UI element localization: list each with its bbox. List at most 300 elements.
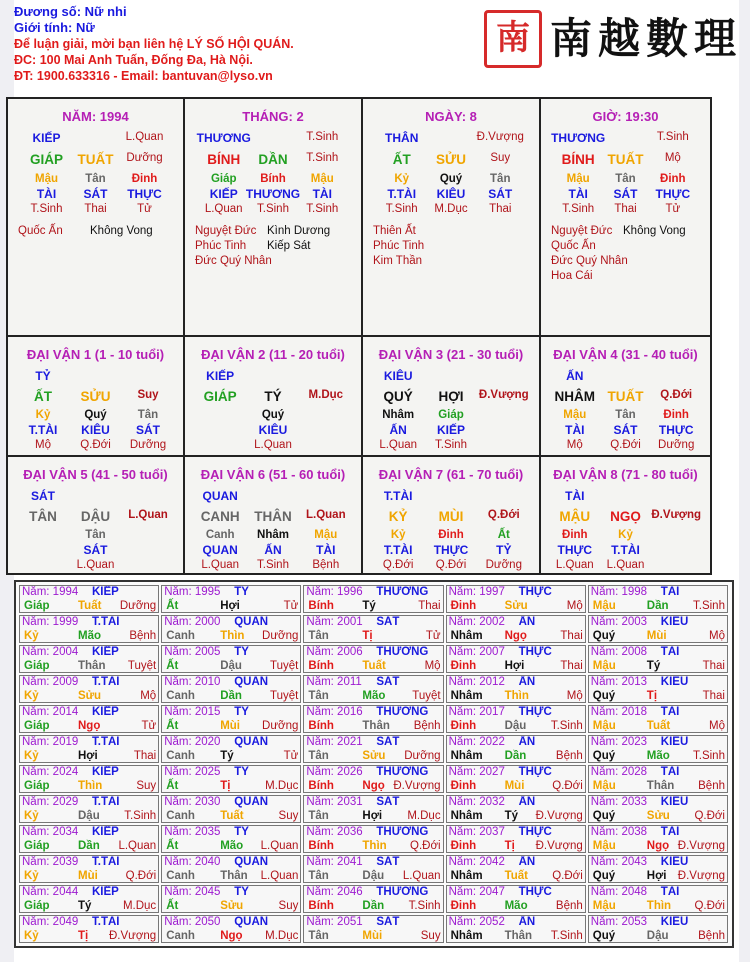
year-stage: M.Dục: [122, 900, 157, 912]
year-stem: Mậu: [592, 720, 616, 732]
dai-van-star-row: [8, 369, 183, 385]
gioi-tinh: Giới tính: Nữ: [14, 20, 95, 35]
year-line-1: [164, 766, 298, 780]
year-cell: [19, 795, 159, 823]
year-label: Năm: 2031: [306, 796, 363, 808]
hidden-stem: Kỷ: [35, 409, 51, 421]
dai-van-title: ĐẠI VẬN 4 (31 - 40 tuổi): [553, 347, 698, 362]
year-cell: [161, 615, 301, 643]
year-label: Năm: 2013: [590, 676, 648, 688]
year-line-2: [22, 720, 156, 733]
year-label: Năm: 2048: [590, 886, 648, 898]
year-label: Năm: 2004: [22, 646, 79, 658]
hidden-stem: Đinh: [438, 529, 464, 541]
year-stage: Đ.Vượng: [108, 930, 157, 942]
hidden-stage: L.Quan: [379, 439, 418, 451]
year-label: Năm: 2050: [164, 916, 221, 928]
year-label: Năm: 2038: [590, 826, 648, 838]
year-line-1: [591, 886, 725, 900]
year-cell: [303, 645, 443, 673]
hidden-stem: Tân: [85, 173, 106, 185]
hidden-star: THỰC: [655, 187, 691, 201]
year-label: Năm: 1998: [590, 586, 648, 598]
dai-van-cell: [363, 457, 541, 575]
hidden-stages-row: [363, 203, 539, 219]
year-label: Năm: 2040: [164, 856, 221, 868]
hidden-stem: Quý: [439, 173, 463, 185]
year-line-2: [306, 750, 440, 763]
year-branch: Thân: [504, 930, 533, 942]
hidden-stage: Mộ: [35, 439, 51, 451]
year-cell: [303, 855, 443, 883]
hidden-stem: Đinh: [131, 173, 158, 185]
dai-van-stem: TÂN: [29, 509, 57, 524]
year-stage: Tuyệt: [127, 660, 157, 672]
year-label: Năm: 2009: [22, 676, 79, 688]
year-line-1: [306, 646, 440, 660]
special-star: Kình Dương: [267, 225, 331, 237]
year-stage: L.Quan: [260, 870, 299, 882]
year-label: Năm: 2051: [306, 916, 363, 928]
dai-van-stem: KỶ: [388, 509, 408, 524]
dai-van-branch: HỢI: [438, 389, 464, 404]
year-stage: Q.Đới: [694, 900, 725, 912]
pillar-star-right: T.Sinh: [656, 131, 689, 143]
special-star: Không Vong: [90, 225, 153, 237]
year-line-2: [22, 870, 156, 883]
year-label: Năm: 2028: [590, 766, 648, 778]
year-branch: Dậu: [220, 660, 242, 672]
year-cell: [588, 585, 728, 613]
year-cell: [303, 735, 443, 763]
year-stem: Canh: [166, 810, 195, 822]
year-branch: Tị: [504, 840, 515, 852]
hidden-star: TÀI: [565, 423, 585, 437]
hidden-stem: Quý: [84, 409, 107, 421]
year-label: Năm: 1994: [22, 586, 79, 598]
special-star: Đức Quý Nhân: [551, 255, 628, 267]
year-stage: T.Sinh: [408, 900, 441, 912]
year-cell: [588, 735, 728, 763]
year-star: KIẾP: [92, 586, 119, 598]
year-stem: Canh: [166, 630, 195, 642]
pillar-branch: SỬU: [436, 152, 466, 167]
year-line-2: [164, 810, 298, 823]
year-stem: Nhâm: [450, 870, 483, 882]
year-label: Năm: 2053: [590, 916, 648, 928]
hidden-star: SÁT: [83, 187, 108, 201]
hidden-stage: Tử: [665, 203, 681, 215]
hidden-stars-row: [541, 187, 710, 203]
year-stem: Giáp: [24, 900, 50, 912]
year-stem: Kỷ: [24, 630, 39, 642]
year-stem: Giáp: [24, 780, 50, 792]
year-branch: Mão: [646, 750, 670, 762]
hidden-stars-row: [8, 423, 183, 439]
pillar-title: THÁNG: 2: [242, 109, 304, 124]
year-label: Năm: 2025: [164, 766, 221, 778]
special-star: Không Vong: [623, 225, 686, 237]
year-line-1: [306, 676, 440, 690]
dai-van-stage: Suy: [137, 389, 159, 401]
year-cell: [161, 675, 301, 703]
hidden-star: THỰC: [557, 543, 593, 557]
hidden-star: KIẾP: [436, 423, 465, 437]
header-info: [14, 4, 514, 84]
pillar-star-left: THƯƠNG: [196, 131, 251, 145]
year-line-1: [449, 886, 583, 900]
hidden-stem: Mậu: [314, 529, 338, 541]
hidden-stage: T.Sinh: [306, 203, 339, 215]
year-cell: [161, 735, 301, 763]
hidden-stage: T.Sinh: [435, 439, 467, 451]
pillar-cell: [8, 99, 185, 337]
year-stage: Bệnh: [555, 900, 583, 912]
year-cell: [303, 615, 443, 643]
year-line-1: [22, 616, 156, 630]
year-stem: Đinh: [450, 780, 477, 792]
dai-van-stem-row: [185, 389, 361, 405]
year-cell: [446, 885, 586, 913]
year-cell: [446, 615, 586, 643]
year-stage: Đ.Vượng: [677, 840, 725, 852]
hidden-stages-row: [185, 559, 361, 575]
year-label: Năm: 2044: [22, 886, 79, 898]
year-cell: [19, 585, 159, 613]
year-branch: Tị: [220, 780, 231, 792]
hidden-stem: Mậu: [35, 173, 58, 185]
special-star: Hoa Cái: [551, 270, 593, 282]
year-line-1: [449, 766, 583, 780]
year-line-2: [449, 870, 583, 883]
hidden-star: TÀI: [316, 543, 336, 557]
year-cell: [303, 765, 443, 793]
hidden-star: TÀI: [312, 187, 332, 201]
pillars-grid: [6, 97, 712, 575]
hidden-stem: Bính: [260, 173, 286, 185]
year-line-2: [449, 750, 583, 763]
year-branch: Dần: [220, 690, 242, 702]
hidden-star: ẤN: [389, 423, 407, 437]
year-stem: Đinh: [450, 600, 477, 612]
year-line-2: [449, 930, 583, 943]
year-stage: T.Sinh: [693, 750, 725, 762]
year-line-1: [306, 886, 440, 900]
year-stage: Đ.Vượng: [535, 810, 583, 822]
dai-van-stage: Q.Đới: [660, 389, 693, 401]
year-line-1: [449, 916, 583, 930]
year-stage: Dưỡng: [262, 630, 299, 642]
year-stem: Đinh: [450, 900, 477, 912]
hidden-star: THỰC: [658, 423, 694, 437]
year-star: T.TÀI: [92, 916, 120, 928]
year-line-2: [306, 600, 440, 613]
year-stem: Tân: [308, 870, 329, 882]
year-stem: Ất: [166, 720, 179, 732]
hidden-star: THỰC: [433, 543, 469, 557]
hidden-stem: Kỷ: [394, 173, 410, 185]
year-star: QUAN: [234, 916, 269, 928]
year-line-2: [591, 630, 725, 643]
year-line-2: [449, 780, 583, 793]
year-label: Năm: 2034: [22, 826, 79, 838]
year-cell: [19, 915, 159, 943]
dai-van-stage: M.Dục: [308, 389, 344, 401]
year-label: Năm: 2015: [164, 706, 221, 718]
year-stage: Tuyệt: [270, 660, 299, 672]
year-branch: Sửu: [78, 690, 102, 702]
year-star: THƯƠNG: [376, 826, 429, 838]
year-star: QUAN: [234, 856, 269, 868]
year-line-2: [22, 810, 156, 823]
hidden-stages-row: [541, 439, 710, 455]
hidden-star: SÁT: [613, 187, 638, 201]
year-stem: Tân: [308, 630, 329, 642]
year-line-1: [164, 646, 298, 660]
year-stem: Nhâm: [450, 810, 483, 822]
hidden-stages-row: [185, 439, 361, 455]
dai-van-branch: DẬU: [80, 509, 111, 524]
dai-van-star: ẤN: [566, 369, 584, 383]
year-label: Năm: 2006: [306, 646, 363, 658]
dai-van-stem: GIÁP: [203, 389, 237, 404]
hidden-stage: T.Sinh: [30, 203, 63, 215]
year-cell: [303, 885, 443, 913]
hidden-stage: L.Quan: [254, 439, 292, 451]
year-stage: L.Quan: [402, 870, 441, 882]
hidden-stem: Đinh: [663, 409, 689, 421]
year-cell: [446, 705, 586, 733]
year-branch: Mùi: [78, 870, 98, 882]
year-branch: Dần: [646, 600, 669, 612]
year-star: ẤN: [518, 676, 536, 688]
year-cell: [303, 585, 443, 613]
year-stem: Quý: [592, 750, 616, 762]
year-label: Năm: 2041: [306, 856, 363, 868]
pillar-stem: ẤT: [392, 152, 411, 167]
year-stem: Kỷ: [24, 690, 39, 702]
year-stem: Ất: [166, 840, 179, 852]
year-cell: [161, 585, 301, 613]
year-label: Năm: 2042: [448, 856, 505, 868]
year-branch: Dần: [362, 900, 385, 912]
year-branch: Thân: [362, 720, 390, 732]
year-line-2: [164, 780, 298, 793]
dai-van-title: ĐẠI VẬN 5 (41 - 50 tuổi): [23, 467, 168, 482]
year-stage: Thai: [702, 660, 725, 672]
year-stem: Mậu: [592, 840, 616, 852]
hidden-stars-row: [363, 543, 539, 559]
hidden-stem: Giáp: [210, 173, 237, 185]
year-line-2: [22, 600, 156, 613]
hidden-stage: Thai: [489, 203, 512, 215]
dai-van-star: SÁT: [31, 489, 55, 503]
year-line-2: [449, 720, 583, 733]
pillar-title: NĂM: 1994: [62, 109, 129, 124]
hidden-stars-row: [363, 187, 539, 203]
year-cell: [303, 675, 443, 703]
year-stem: Canh: [166, 870, 195, 882]
year-label: Năm: 2035: [164, 826, 221, 838]
dai-van-stage: L.Quan: [305, 509, 346, 521]
hidden-star: KIẾP: [209, 187, 238, 201]
year-star: THƯƠNG: [376, 886, 429, 898]
year-line-2: [306, 660, 440, 673]
special-star: Đức Quý Nhân: [195, 255, 272, 267]
dai-van-stem: CANH: [200, 509, 240, 524]
pillar-stage: Dưỡng: [126, 152, 163, 164]
dai-van-stage: Đ.Vượng: [651, 509, 702, 521]
pillar-branch: TUẤT: [77, 152, 114, 167]
hidden-stage: Thai: [84, 203, 107, 215]
year-cell: [161, 885, 301, 913]
dai-van-star: T.TÀI: [383, 489, 413, 503]
year-line-2: [591, 840, 725, 853]
pillar-stage: Suy: [490, 152, 511, 164]
pillar-branch: DẦN: [258, 152, 288, 167]
year-stage: M.Dục: [265, 930, 299, 942]
year-stem: Quý: [592, 690, 616, 702]
year-stem: Bính: [308, 780, 334, 792]
hidden-stage: L.Quan: [201, 559, 240, 571]
year-branch: Ngọ: [362, 780, 385, 792]
year-stage: Suy: [278, 900, 299, 912]
year-star: SÁT: [376, 796, 400, 808]
dai-van-star: KIÊU: [383, 369, 413, 383]
pillar-stem-row: [8, 152, 183, 168]
year-stage: Bệnh: [129, 630, 157, 642]
year-stem: Giáp: [24, 600, 50, 612]
year-stage: Dưỡng: [404, 750, 441, 762]
hidden-star: THƯƠNG: [245, 187, 301, 201]
dai-van-star: TÀI: [565, 489, 585, 503]
hidden-stages-row: [8, 439, 183, 455]
hidden-stem: Tân: [615, 409, 636, 421]
year-label: Năm: 2027: [448, 766, 505, 778]
year-label: Năm: 2030: [164, 796, 221, 808]
year-line-1: [591, 586, 725, 600]
hidden-stages-row: [541, 203, 710, 219]
year-line-2: [449, 690, 583, 703]
year-label: Năm: 2033: [590, 796, 648, 808]
year-branch: Tý: [504, 810, 519, 822]
hidden-star: ẤN: [264, 543, 282, 557]
year-line-1: [22, 766, 156, 780]
year-cell: [446, 855, 586, 883]
hidden-stem: Ất: [497, 529, 510, 541]
dai-van-stem: MẬU: [559, 509, 591, 524]
hidden-stage: M.Dục: [434, 203, 468, 215]
year-label: Năm: 2005: [164, 646, 221, 658]
pillar-star-right: Đ.Vượng: [476, 131, 524, 143]
hidden-star: TÀI: [36, 187, 57, 201]
year-branch: Tuất: [362, 660, 386, 672]
year-branch: Thân: [220, 870, 248, 882]
year-stage: Tử: [141, 720, 157, 732]
year-cell: [161, 855, 301, 883]
year-line-1: [164, 736, 298, 750]
pillar-cell: [363, 99, 541, 337]
year-star: THỰC: [518, 586, 552, 598]
year-star: THƯƠNG: [376, 586, 429, 598]
year-cell: [161, 795, 301, 823]
year-star: TÀI: [660, 646, 680, 658]
year-stem: Kỷ: [24, 870, 39, 882]
year-stem: Mậu: [592, 600, 616, 612]
year-line-1: [591, 796, 725, 810]
dai-van-cell: [363, 337, 541, 457]
hidden-stages-row: [185, 203, 361, 219]
hidden-stage: Thai: [614, 203, 637, 215]
dai-van-stem-row: [363, 389, 539, 405]
year-stem: Quý: [592, 930, 616, 942]
hidden-star: SÁT: [488, 187, 513, 201]
year-cell: [588, 675, 728, 703]
year-line-1: [449, 796, 583, 810]
special-star: Kiếp Sát: [267, 240, 311, 252]
pillar-stage: Mộ: [664, 152, 681, 164]
hidden-stem: Kỷ: [618, 529, 633, 541]
year-cell: [19, 675, 159, 703]
year-line-2: [164, 870, 298, 883]
dai-van-title: ĐẠI VẬN 6 (51 - 60 tuổi): [200, 467, 346, 482]
pillar-star-left: KIẾP: [32, 131, 61, 145]
year-stem: Canh: [166, 750, 195, 762]
year-label: Năm: 2020: [164, 736, 221, 748]
year-line-1: [449, 676, 583, 690]
year-stage: Q.Đới: [552, 780, 583, 792]
year-label: Năm: 2018: [590, 706, 648, 718]
year-label: Năm: 1997: [448, 586, 505, 598]
year-stage: Q.Đới: [694, 810, 725, 822]
year-line-1: [22, 646, 156, 660]
year-stem: Kỷ: [24, 930, 39, 942]
duong-so: Đương số: Nữ nhi: [14, 4, 127, 19]
year-cell: [19, 615, 159, 643]
year-line-1: [22, 916, 156, 930]
special-star: Nguyệt Đức: [551, 225, 613, 237]
year-stem: Bính: [308, 900, 334, 912]
year-cell: [588, 615, 728, 643]
year-label: Năm: 2012: [448, 676, 505, 688]
year-branch: Sửu: [646, 810, 670, 822]
year-label: Năm: 2002: [448, 616, 505, 628]
year-stage: Bệnh: [698, 930, 725, 942]
year-stem: Đinh: [450, 720, 477, 732]
year-line-1: [449, 646, 583, 660]
pillar-cell: [185, 99, 363, 337]
year-star: THƯƠNG: [376, 706, 429, 718]
year-stage: T.Sinh: [693, 600, 725, 612]
year-stage: Mộ: [709, 630, 725, 642]
hidden-stars-row: [185, 423, 361, 439]
year-stem: Kỷ: [24, 810, 39, 822]
year-branch: Sửu: [220, 900, 244, 912]
year-branch: Tuất: [220, 810, 244, 822]
year-star: T.TÀI: [92, 796, 120, 808]
year-line-2: [22, 840, 156, 853]
year-stage: T.Sinh: [124, 810, 157, 822]
hidden-stars-row: [8, 543, 183, 559]
dai-van-cell: [8, 457, 185, 575]
year-line-1: [164, 916, 298, 930]
year-branch: Tị: [362, 630, 373, 642]
year-line-2: [22, 750, 156, 763]
year-branch: Mùi: [646, 630, 667, 642]
hidden-stages-row: [363, 559, 539, 575]
year-line-2: [164, 900, 298, 913]
year-stage: M.Dục: [407, 810, 441, 822]
